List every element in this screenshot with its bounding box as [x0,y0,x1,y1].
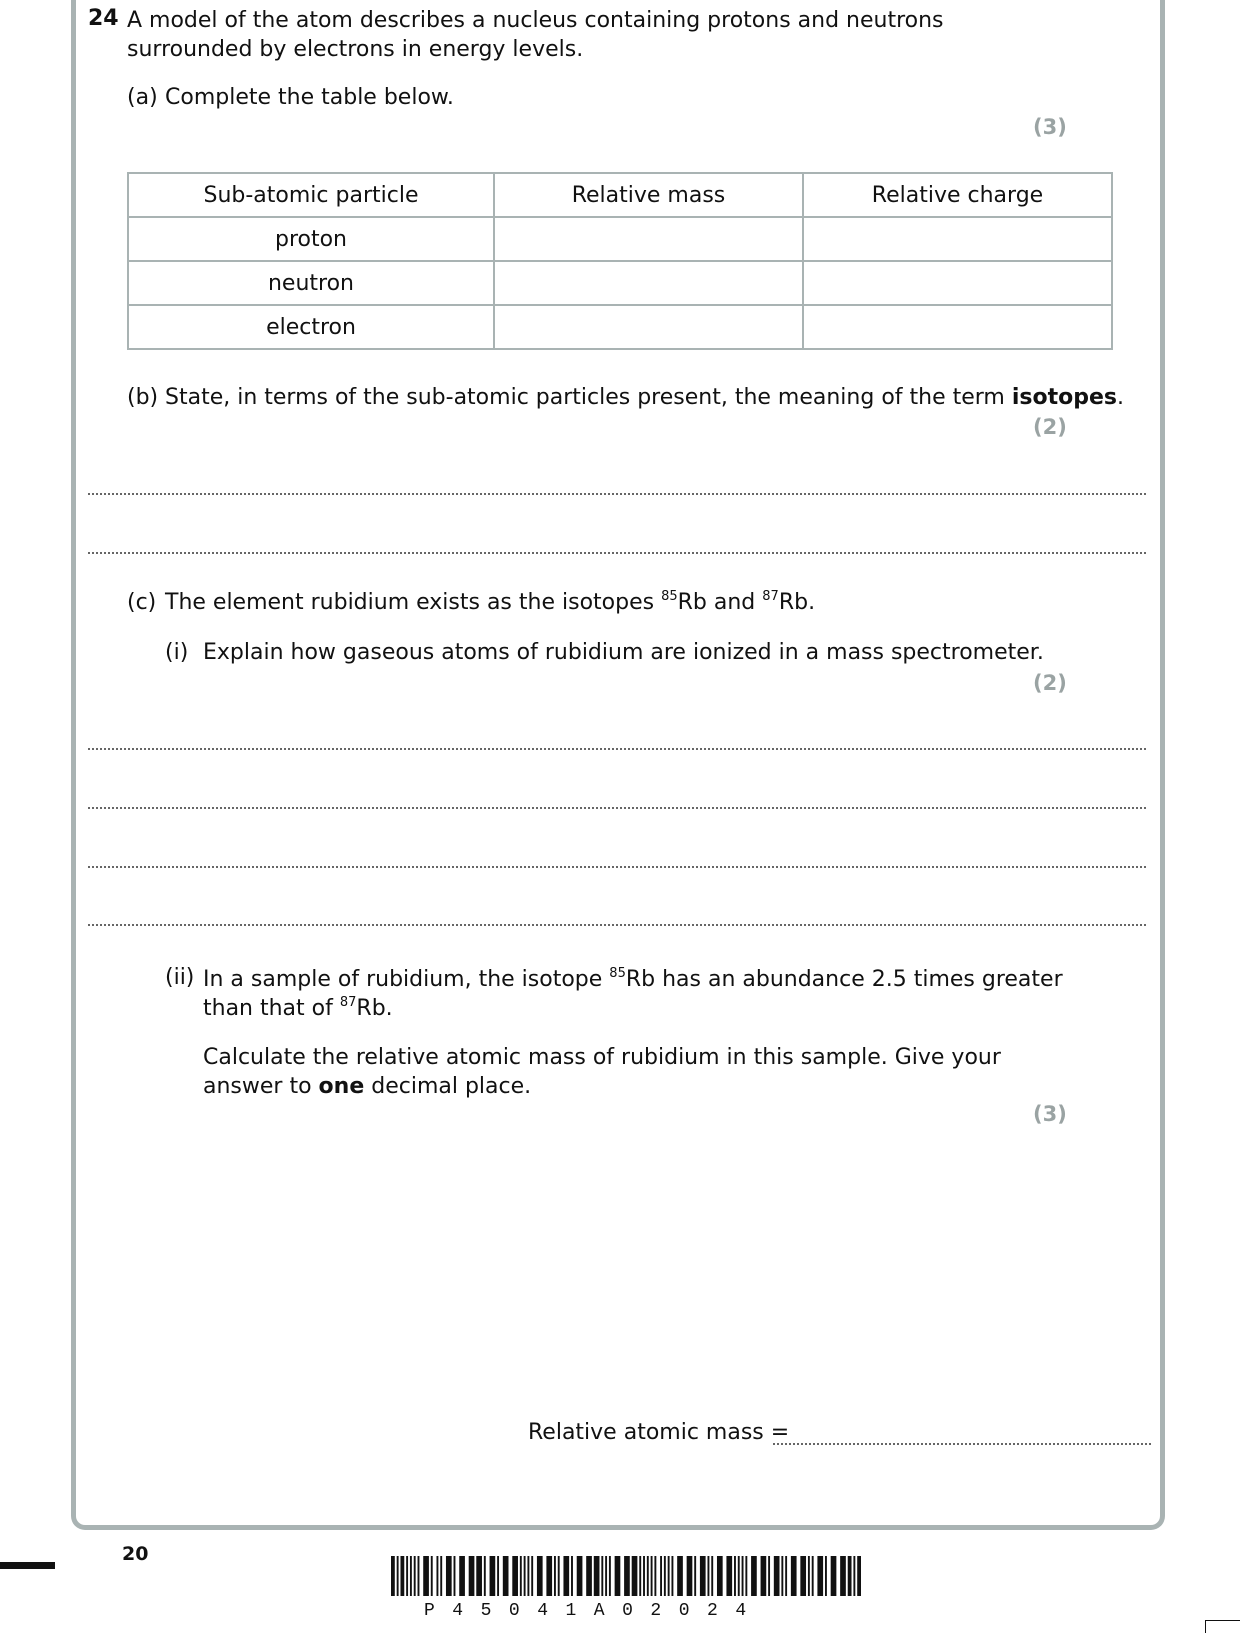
barcode-bar [594,1556,600,1596]
barcode-bar [742,1556,744,1596]
part-c-ii-line2-after: Rb. [356,996,393,1021]
barcode-bar [651,1556,653,1596]
barcode-bar [476,1556,482,1596]
barcode-bar [431,1556,433,1596]
part-c-i-marks: (2) [1033,671,1067,695]
barcode-bar [531,1556,533,1596]
barcode-bar [671,1556,673,1596]
part-b-text-before: State, in terms of the sub-atomic particles present, the meaning of the term [165,385,1012,410]
intro-line-1: A model of the atom describes a nucleus containing protons and neutrons [127,8,944,33]
barcode-bar [840,1556,846,1596]
part-c-ii-line-2 [203,994,1063,1023]
barcode-bar [687,1556,693,1596]
answer-line[interactable] [88,493,1146,495]
barcode-bar [454,1556,456,1596]
barcode-bar [558,1556,560,1596]
barcode-bar [624,1556,630,1596]
barcode-bar [406,1556,408,1596]
part-c-i-text: Explain how gaseous atoms of rubidium are ionized in a mass spectrometer. [203,640,1044,665]
part-c-text-before: The element rubidium exists as the isotopes [165,590,662,615]
table-cell-particle: neutron [128,261,494,305]
barcode-bar [654,1556,656,1596]
table-header: Sub-atomic particle [128,173,494,217]
table-row [128,261,1112,305]
barcode-bar [512,1556,518,1596]
barcode-bar [825,1556,827,1596]
part-c-label: (c) [127,590,157,615]
part-a-marks: (3) [1033,115,1067,139]
table-cell-particle: electron [128,305,494,349]
barcode-bar [800,1556,806,1596]
barcode-text: P45041A02024 [424,1601,764,1621]
calc-line-1: Calculate the relative atomic mass of rubidium in this sample. Give your [203,1045,1001,1070]
table-cell-answer[interactable] [494,261,803,305]
part-a-text: Complete the table below. [165,85,454,110]
barcode-bar [738,1556,740,1596]
calc-line2-after: decimal place. [364,1074,532,1099]
answer-line[interactable] [88,748,1146,750]
barcode-bar [761,1556,767,1596]
barcode-bar [791,1556,797,1596]
barcode-bar [609,1556,611,1596]
barcode-bar [812,1556,814,1596]
barcode-bar [785,1556,787,1596]
barcode-bar [563,1556,569,1596]
barcode-bar [808,1556,810,1596]
part-c-ii-line2-before: than that of [203,996,340,1021]
barcode-bar [726,1556,732,1596]
part-c-text [165,590,815,615]
barcode-bar [423,1556,429,1596]
barcode-bar [817,1556,823,1596]
part-b-label: (b) [127,385,159,410]
barcode-bar [639,1556,641,1596]
barcode-bar [520,1556,522,1596]
barcode-bar [694,1556,696,1596]
part-c-ii-text [203,965,1063,1023]
barcode-bar [527,1556,529,1596]
barcode-bar [484,1556,486,1596]
calc-line-2 [203,1072,1001,1101]
barcode-bar [857,1556,861,1596]
barcode-bar [668,1556,670,1596]
barcode-bar [414,1556,416,1596]
part-c-ii-line1-before: In a sample of rubidium, the isotope [203,967,610,992]
answer-line[interactable] [773,1443,1151,1445]
table-cell-answer[interactable] [494,305,803,349]
barcode-bar [751,1556,757,1596]
barcode-bar [577,1556,583,1596]
table-row [128,217,1112,261]
table-cell-answer[interactable] [803,261,1112,305]
question-number: 24 [88,6,119,31]
barcode-bar [469,1556,475,1596]
barcode-bar [717,1556,723,1596]
barcode-bar [391,1556,395,1596]
table-cell-answer[interactable] [494,217,803,261]
part-c-i-label: (i) [165,640,189,665]
barcode [391,1556,861,1596]
table-header: Relative charge [803,173,1112,217]
answer-line[interactable] [88,866,1146,868]
barcode-bar [711,1556,713,1596]
part-c-ii-line-1 [203,965,1063,994]
part-c-text-and: and [706,590,763,615]
table-cell-particle: proton [128,217,494,261]
answer-line[interactable] [88,807,1146,809]
barcode-bar [774,1556,780,1596]
barcode-bar [586,1556,592,1596]
barcode-bar [436,1556,438,1596]
barcode-bar [647,1556,649,1596]
calc-line2-bold: one [318,1074,365,1099]
barcode-bar [554,1556,556,1596]
barcode-bar [459,1556,465,1596]
barcode-bar [781,1556,783,1596]
barcode-bar [418,1556,420,1596]
part-c-ii-marks: (3) [1033,1102,1067,1126]
barcode-bar [546,1556,552,1596]
calc-line2-before: answer to [203,1074,319,1099]
barcode-bar [524,1556,526,1596]
barcode-bar [410,1556,412,1596]
part-b-marks: (2) [1033,415,1067,439]
barcode-bar [831,1556,837,1596]
barcode-bar [745,1556,747,1596]
answer-line[interactable] [88,552,1146,554]
barcode-bar [400,1556,404,1596]
isotope-mass-number: 87 [762,589,779,604]
barcode-bar [700,1556,706,1596]
crop-mark [1205,1620,1240,1633]
question-intro [88,6,119,31]
isotope-mass-number: 85 [661,589,678,604]
barcode-bar [440,1556,442,1596]
part-b-text-after: . [1117,385,1125,410]
page-number: 20 [122,1543,149,1565]
isotope-mass-number: 87 [339,995,357,1010]
part-c-ii-label: (ii) [165,965,195,990]
barcode-bar [768,1556,770,1596]
part-c-ii-instruction [203,1043,1001,1101]
question-intro-text [127,6,944,64]
part-c-ii-line1-after: Rb has an abundance 2.5 times greater [625,967,1063,992]
part-b-text [165,385,1124,410]
barcode-bar [853,1556,855,1596]
margin-tab [0,1562,55,1569]
barcode-bar [677,1556,683,1596]
barcode-bar [601,1556,603,1596]
table-header: Relative mass [494,173,803,217]
barcode-bar [664,1556,666,1596]
barcode-bar [503,1556,509,1596]
answer-label: Relative atomic mass = [528,1420,790,1445]
barcode-bar [848,1556,852,1596]
barcode-bar [537,1556,543,1596]
barcode-bar [734,1556,736,1596]
particle-table [127,172,1113,350]
barcode-bar [490,1556,496,1596]
isotope-symbol: Rb [677,590,707,615]
barcode-bar [615,1556,621,1596]
isotope-symbol: Rb. [778,590,816,615]
barcode-bar [632,1556,638,1596]
table-header-row [128,173,1112,217]
barcode-bar [660,1556,662,1596]
part-a-label: (a) [127,85,158,110]
answer-line[interactable] [88,924,1146,926]
table-cell-answer[interactable] [803,217,1112,261]
table-cell-answer[interactable] [803,305,1112,349]
barcode-bar [643,1556,645,1596]
part-b-bold-term: isotopes [1011,385,1118,410]
isotope-mass-number: 85 [609,966,626,981]
barcode-bar [497,1556,499,1596]
barcode-bar [571,1556,573,1596]
intro-line-2: surrounded by electrons in energy levels. [127,37,584,62]
table-row [128,305,1112,349]
barcode-bar [707,1556,709,1596]
barcode-bar [605,1556,607,1596]
barcode-bar [397,1556,399,1596]
barcode-bar [446,1556,452,1596]
